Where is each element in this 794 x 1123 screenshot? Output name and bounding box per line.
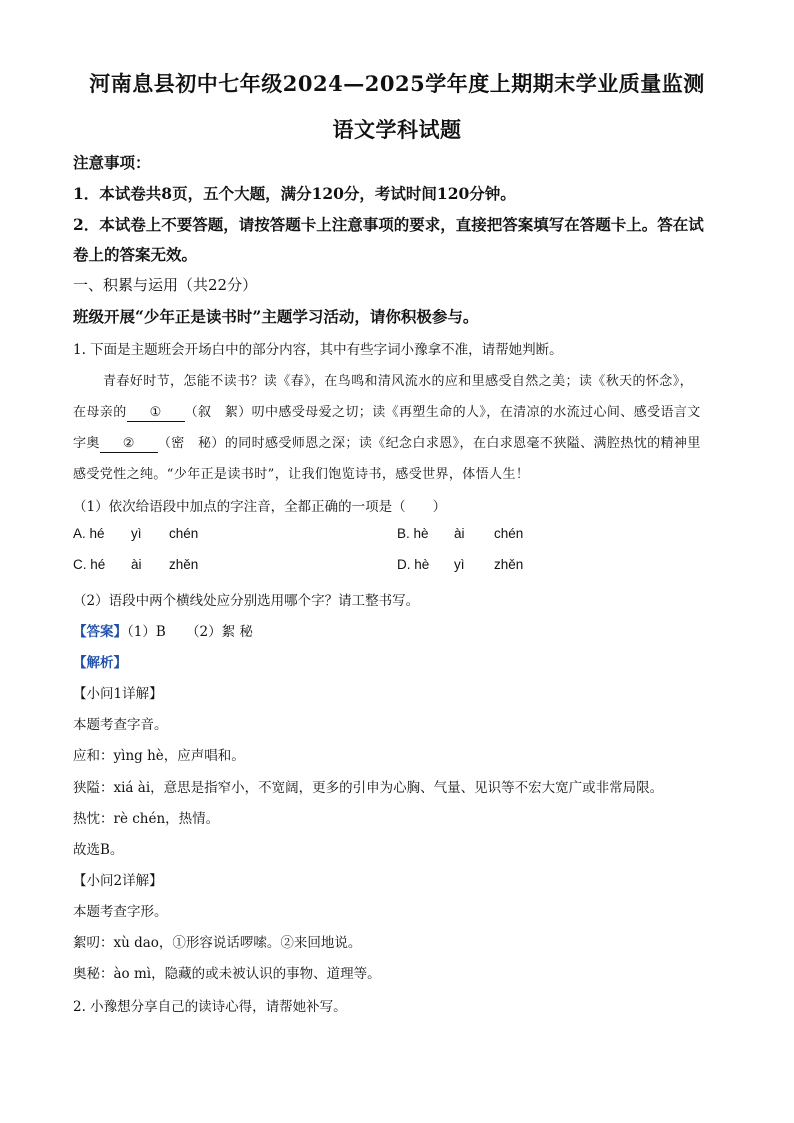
option-c-2: ài xyxy=(131,557,142,572)
option-a-2: yì xyxy=(131,526,142,541)
answer-tag: 【答案】 xyxy=(73,624,127,640)
passage-text: （密 秘）的同时感受师恩之深；读《纪念白求恩》，在白求恩毫不狭隘、满腔热忱的精神里 xyxy=(157,436,701,451)
sub-question-1: （1）依次给语段中加点的字注音，全都正确的一项是（ ） xyxy=(73,499,447,515)
notes-item-1: 1．本试卷共8页，五个大题，满分120分，考试时间120分钟。 xyxy=(73,184,516,203)
section-heading: 一、积累与运用（共22分） xyxy=(73,276,258,294)
notes-heading: 注意事项： xyxy=(73,153,151,172)
detail-1-line-3: 狭隘：xiá ài，意思是指窄小，不宽阔，更多的引申为心胸、气量、见识等不宏大宽广或非常局限。 xyxy=(73,780,664,796)
option-a-3: chén xyxy=(169,526,199,541)
option-a[interactable] xyxy=(73,526,198,541)
passage-text: 字奥 xyxy=(73,436,100,451)
option-d-2: yì xyxy=(454,557,465,572)
notes-item-2a: 2．本试卷上不要答题，请按答题卡上注意事项的要求，直接把答案填写在答题卡上。答在试 xyxy=(73,215,704,234)
option-b-2: ài xyxy=(454,526,465,541)
page-title: 河南息县初中七年级2024—2025学年度上期期末学业质量监测 xyxy=(89,71,705,96)
detail-1-line-2: 应和：yìng hè，应声唱和。 xyxy=(73,748,245,764)
passage-line-3 xyxy=(73,432,701,453)
passage-line-1: 青春好时节，怎能不读书？读《春》，在鸟鸣和清风流水的应和里感受自然之美；读《秋天的怀念》， xyxy=(103,374,694,389)
option-d[interactable] xyxy=(397,557,523,572)
detail-2-title: 【小问2详解】 xyxy=(73,873,163,889)
detail-1-line-5: 故选B。 xyxy=(73,842,124,858)
detail-1-line-4: 热忱：rè chén，热情。 xyxy=(73,811,220,827)
page-subtitle: 语文学科试题 xyxy=(332,117,462,142)
blank-2[interactable]: ② xyxy=(100,436,158,453)
detail-2-line-1: 本题考查字形。 xyxy=(73,904,168,920)
option-d-1: D. hè xyxy=(397,557,430,572)
option-b-1: B. hè xyxy=(397,526,429,541)
detail-1-line-1: 本题考查字音。 xyxy=(73,717,168,733)
option-c[interactable] xyxy=(73,557,198,572)
passage-text: （叙 絮）叨中感受母爱之切；读《再塑生命的人》，在清凉的水流过心间、感受语言文 xyxy=(184,405,701,420)
option-d-3: zhěn xyxy=(494,557,524,572)
blank-1[interactable]: ① xyxy=(127,405,185,422)
passage-line-4: 感受党性之纯。“少年正是读书时”，让我们饱览诗书，感受世界，体悟人生！ xyxy=(73,467,530,482)
answer-line xyxy=(73,620,253,640)
answer-text: （1）B （2）絮 秘 xyxy=(127,624,253,640)
analysis-line xyxy=(73,651,127,671)
analysis-tag: 【解析】 xyxy=(73,655,127,671)
passage-line-2 xyxy=(73,401,701,422)
question-1-stem: 1. 下面是主题班会开场白中的部分内容，其中有些字词小豫拿不准，请帮她判断。 xyxy=(73,342,563,358)
detail-2-line-3: 奥秘：ào mì，隐藏的或未被认识的事物、道理等。 xyxy=(73,966,381,982)
question-2-stem: 2. 小豫想分享自己的读诗心得，请帮她补写。 xyxy=(73,999,347,1015)
section-intro: 班级开展“少年正是读书时”主题学习活动，请你积极参与。 xyxy=(73,307,479,326)
detail-2-line-2: 絮叨：xù dao，①形容说话啰嗦。②来回地说。 xyxy=(73,935,362,951)
option-b[interactable] xyxy=(397,526,523,541)
sub-question-2: （2）语段中两个横线处应分别选用哪个字？请工整书写。 xyxy=(73,593,420,609)
passage-text: 在母亲的 xyxy=(73,405,127,420)
notes-item-2b: 卷上的答案无效。 xyxy=(73,245,198,264)
detail-1-title: 【小问1详解】 xyxy=(73,686,163,702)
option-b-3: chén xyxy=(494,526,524,541)
option-c-1: C. hé xyxy=(73,557,106,572)
option-c-3: zhěn xyxy=(169,557,199,572)
option-a-1: A. hé xyxy=(73,526,105,541)
